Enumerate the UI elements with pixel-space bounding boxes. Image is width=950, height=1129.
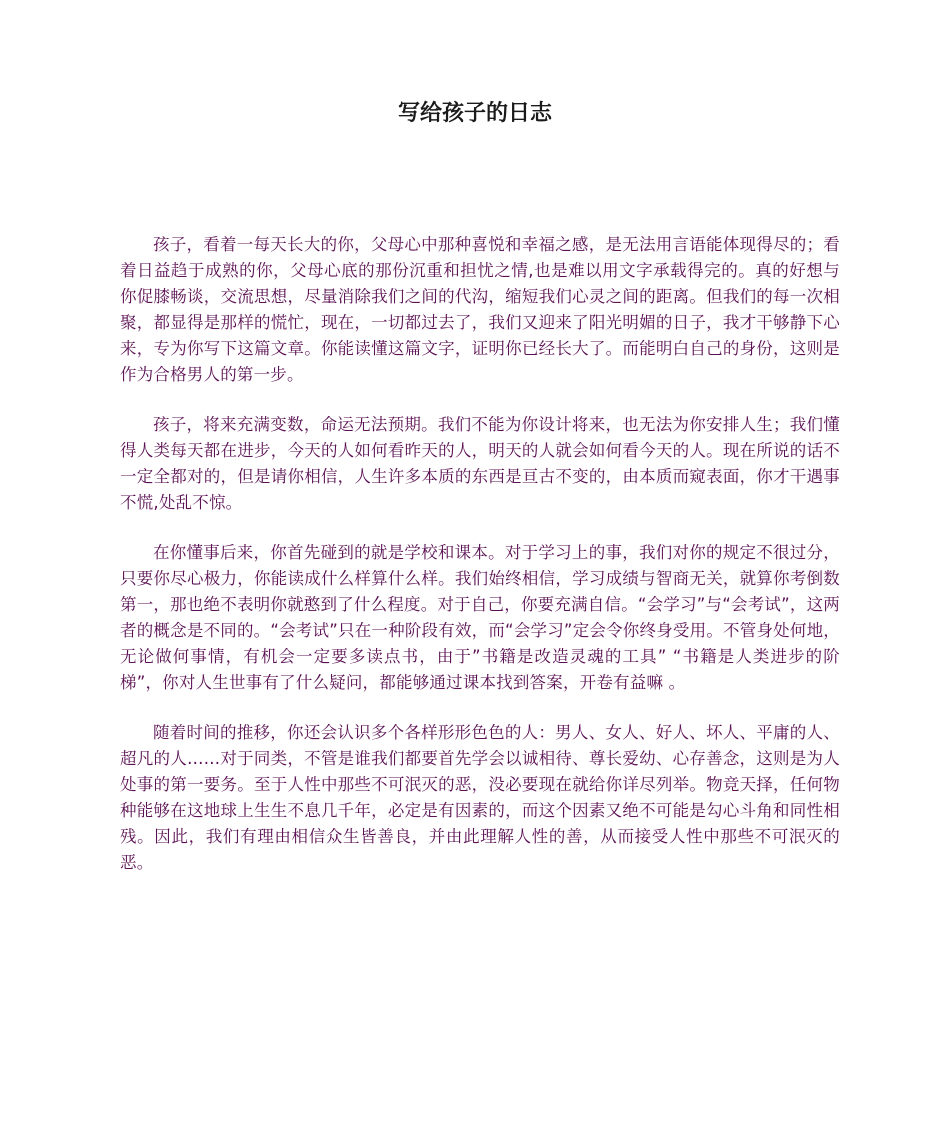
paragraph-1: 孩子，看着一每天长大的你，父母心中那种喜悦和幸福之感，是无法用言语能体现得尽的；看着日益趋于成熟的你，父母心底的那份沉重和担忧之情,也是难以用文字承载得完的。真的好想与你促膝畅谈，交流思想，尽量消除我们之间的代沟，缩短我们心灵之间的距离。但我们的每一次相聚，都显得是那样的慌忙，现在，一切都过去了，我们又迎来了阳光明媚的日子，我才干够静下心来，专为你写下这篇文章。你能读懂这篇文字，证明你已经长大了。而能明白自己的身份，这则是作为合格男人的第一步。	[120, 235, 840, 384]
paragraph-2: 孩子，将来充满变数，命运无法预期。我们不能为你设计将来，也无法为你安排人生；我们懂得人类每天都在进步，今天的人如何看昨天的人，明天的人就会如何看今天的人。现在所说的话不一定全都对的，但是请你相信，人生许多本质的东西是亘古不变的，由本质而窥表面，你才干遇事不慌,处乱不惊。	[120, 415, 840, 512]
document-body	[120, 232, 840, 900]
paragraph-3: 在你懂事后来，你首先碰到的就是学校和课本。对于学习上的事，我们对你的规定不很过分，只要你尽心极力，你能读成什么样算什么样。我们始终相信，学习成绩与智商无关，就算你考倒数第一，那也绝不表明你就憨到了什么程度。对于自己，你要充满自信。“会学习”与“会考试”，这两者的概念是不同的。“会考试”只在一种阶段有效，而“会学习”定会令你终身受用。不管身处何地，无论做何事情，有机会一定要多读点书，由于”书籍是改造灵魂的工具” “书籍是人类进步的阶梯”，你对人生世事有了什么疑问，都能够通过课本找到答案，开卷有益嘛 。	[120, 543, 840, 692]
paragraph-4: 随着时间的推移，你还会认识多个各样形形色色的人：男人、女人、好人、坏人、平庸的人、超凡的人……对于同类，不管是谁我们都要首先学会以诚相待、尊长爱幼、心存善念，这则是为人处事的第一要务。至于人性中那些不可泯灭的恶，没必要现在就给你详尽列举。物竞天择，任何物种能够在这地球上生生不息几千年，必定是有因素的，而这个因素又绝不可能是勾心斗角和同性相残。因此，我们有理由相信众生皆善良，并由此理解人性的善，从而接受人性中那些不可泯灭的恶。	[120, 723, 840, 872]
document-title: 写给孩子的日志	[397, 101, 552, 126]
